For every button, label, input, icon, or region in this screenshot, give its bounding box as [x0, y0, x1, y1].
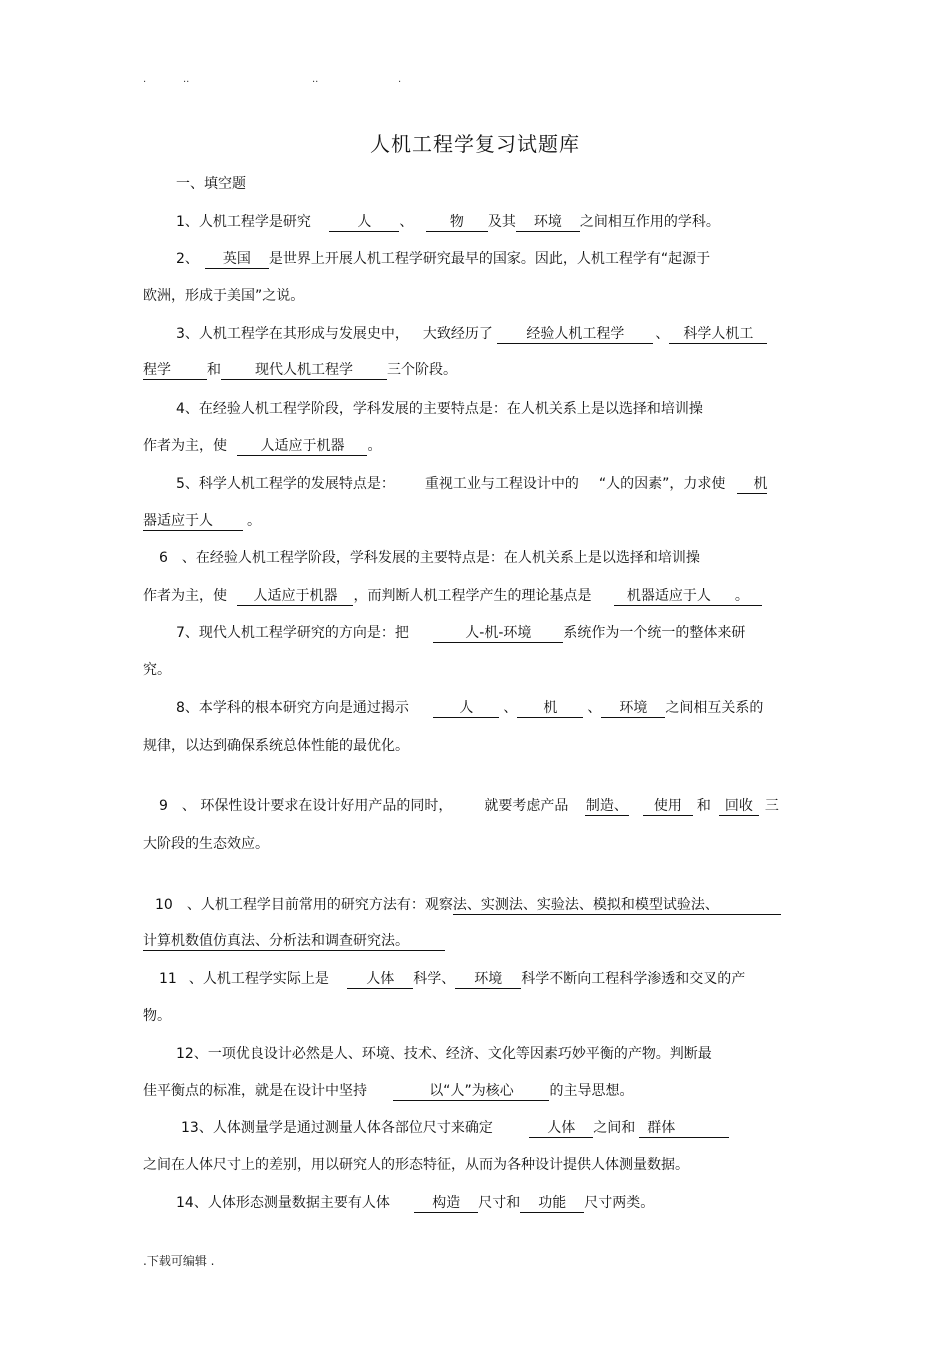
q2-text-end: 是世界上开展人机工程学研究最早的国家。因此，人机工程学有“起源于: [268, 251, 711, 267]
question-8-cont: 规律，以达到确保系统总体性能的最优化。: [143, 738, 409, 754]
q7-text-end: 系统作为一个统一的整体来研: [563, 625, 746, 641]
q3-answer-3: 现代人机工程学: [221, 362, 387, 380]
q1-sep: 及其: [487, 214, 516, 230]
question-5-cont: [143, 512, 261, 531]
q3-answer-2: 科学人机工: [669, 326, 767, 344]
q1-answer-3: 环境: [516, 214, 580, 232]
question-6: [159, 549, 700, 567]
q8-text-end: 之间相互关系的: [665, 700, 764, 716]
q5-answer-1: 机: [737, 476, 767, 494]
question-4-cont: [143, 437, 381, 456]
q3-sep: 和: [207, 362, 221, 378]
q3-answer-1: 经验人机工程学: [497, 326, 653, 344]
q12-text-end: 的主导思想。: [549, 1083, 634, 1099]
document-title: 人机工程学复习试题库: [370, 132, 580, 156]
q8-answer-3: 环境: [601, 700, 665, 718]
q6-text-3: ，而判断人机工程学产生的理论基点是: [353, 588, 592, 604]
q8-text: 8、本学科的根本研究方向是通过揭示: [176, 700, 409, 716]
q7-answer-1: 人-机-环境: [433, 625, 563, 643]
q3-sep: 、: [655, 326, 670, 342]
q4-text-end: 。: [367, 438, 382, 454]
question-11: [159, 970, 745, 989]
q9-number: 9: [159, 798, 168, 814]
header-mark: ..: [312, 74, 319, 85]
q12-answer-1: 以“人”为核心: [393, 1083, 549, 1101]
question-14: [176, 1194, 654, 1213]
q14-text: 14、人体形态测量数据主要有人体: [176, 1195, 390, 1211]
question-12: 12、一项优良设计必然是人、环境、技术、经济、文化等因素巧妙平衡的产物。判断最: [176, 1046, 712, 1062]
q14-answer-2: 功能: [520, 1195, 584, 1213]
q6-text-2: 作者为主，使: [143, 588, 227, 604]
q5-text-end: 。: [247, 513, 261, 529]
question-9-cont: 大阶段的生态效应。: [143, 836, 269, 852]
question-1: [176, 213, 720, 232]
q14-answer-1: 构造: [414, 1195, 478, 1213]
question-4: 4、在经验人机工程学阶段，学科发展的主要特点是：在人机关系上是以选择和培训操: [176, 401, 703, 417]
q11-answer-1: 人体: [347, 971, 413, 989]
question-2: [176, 250, 710, 269]
q8-sep: 、: [587, 700, 602, 716]
q1-text: 1、人机工程学是研究: [176, 214, 311, 230]
q3-answer-2-cont: 程学: [143, 362, 207, 380]
q9-answer-3: 回收: [719, 798, 759, 816]
header-mark: .: [143, 74, 147, 85]
q8-sep: 、: [503, 700, 518, 716]
question-10: [155, 896, 781, 915]
question-13-cont: 之间在人体尺寸上的差别，用以研究人的形态特征，从而为各种设计提供人体测量数据。: [143, 1157, 689, 1173]
question-3-cont: [143, 361, 457, 380]
q11-number: 11: [159, 971, 177, 987]
q5-answer-1-cont: 器适应于人: [143, 513, 243, 531]
question-10-cont: [143, 932, 445, 951]
q1-sep: 、: [399, 214, 414, 230]
question-5: [176, 475, 767, 494]
q1-answer-2: 物: [426, 214, 488, 232]
q6-text: 、在经验人机工程学阶段，学科发展的主要特点是：在人机关系上是以选择和培训操: [181, 550, 700, 566]
q13-sep: 之间和: [593, 1120, 636, 1136]
question-12-cont: [143, 1082, 633, 1101]
question-9: [159, 797, 779, 816]
q11-text-end: 科学不断向工程科学渗透和交叉的产: [521, 971, 746, 987]
q6-answer-1: 人适应于机器: [237, 588, 353, 606]
q5-text-2: 重视工业与工程设计中的: [424, 476, 579, 492]
header-mark: .: [398, 74, 402, 85]
q9-sep: 和: [696, 798, 711, 814]
question-11-cont: 物。: [143, 1008, 171, 1024]
question-8: [176, 699, 763, 718]
question-7-cont: 究。: [143, 662, 171, 678]
q10-number: 10: [155, 897, 173, 913]
q1-answer-1: 人: [329, 214, 399, 232]
q11-text: 、人机工程学实际上是: [188, 971, 329, 987]
q9-text: 、 环保性设计要求在设计好用产品的同时，: [181, 798, 453, 814]
question-7: [176, 624, 745, 643]
q14-text-end: 尺寸两类。: [584, 1195, 655, 1211]
q7-text: 7、现代人机工程学研究的方向是：把: [176, 625, 409, 641]
q6-number: 6: [159, 550, 168, 566]
q9-answer-2: 使用: [643, 798, 693, 816]
q6-answer-2: 机器适应于人 。: [614, 588, 762, 606]
q3-text: 3、人机工程学在其形成与发展史中，: [176, 326, 409, 342]
q5-text-3: “人的因素”，力求使: [598, 476, 726, 492]
q3-text-2: 大致经历了: [422, 326, 493, 342]
q5-text: 5、科学人机工程学的发展特点是：: [176, 476, 395, 492]
q11-sep: 科学、: [413, 971, 456, 987]
q9-text-2: 就要考虑产品: [484, 798, 569, 814]
q13-answer-2: 群体: [639, 1120, 729, 1138]
q14-sep: 尺寸和: [478, 1195, 521, 1211]
section-heading: 一、填空题: [176, 176, 246, 192]
q4-answer-1: 人适应于机器: [237, 438, 367, 456]
header-mark: ..: [183, 74, 190, 85]
q9-text-end: 三: [764, 798, 779, 814]
q10-text: 、人机工程学目前常用的研究方法有：观察: [186, 897, 453, 913]
q13-answer-1: 人体: [529, 1120, 593, 1138]
q12-text: 佳平衡点的标准，就是在设计中坚持: [143, 1083, 367, 1099]
q9-answer-1: 制造、: [585, 798, 628, 814]
q11-answer-2: 环境: [455, 971, 521, 989]
q10-answer-1: 法、实测法、实验法、模拟和模型试验法、: [453, 897, 781, 915]
question-2-cont: 欧洲，形成于美国”之说。: [143, 288, 305, 304]
q2-text: 2、: [176, 251, 199, 267]
question-3: [176, 325, 767, 344]
q10-answer-1-cont: 计算机数值仿真法、分析法和调查研究法。: [143, 933, 445, 951]
q8-answer-1: 人: [433, 700, 499, 718]
q2-answer-1: 英国: [205, 251, 269, 269]
q4-text: 作者为主，使: [143, 438, 227, 454]
q13-text: 13、人体测量学是通过测量人体各部位尺寸来确定: [181, 1120, 493, 1136]
question-6-cont: [143, 587, 762, 606]
footer-note: .下载可编辑 .: [143, 1254, 215, 1268]
question-13: [181, 1119, 729, 1138]
q1-text-end: 之间相互作用的学科。: [579, 214, 720, 230]
q8-answer-2: 机: [517, 700, 583, 718]
q3-text-end: 三个阶段。: [387, 362, 457, 378]
